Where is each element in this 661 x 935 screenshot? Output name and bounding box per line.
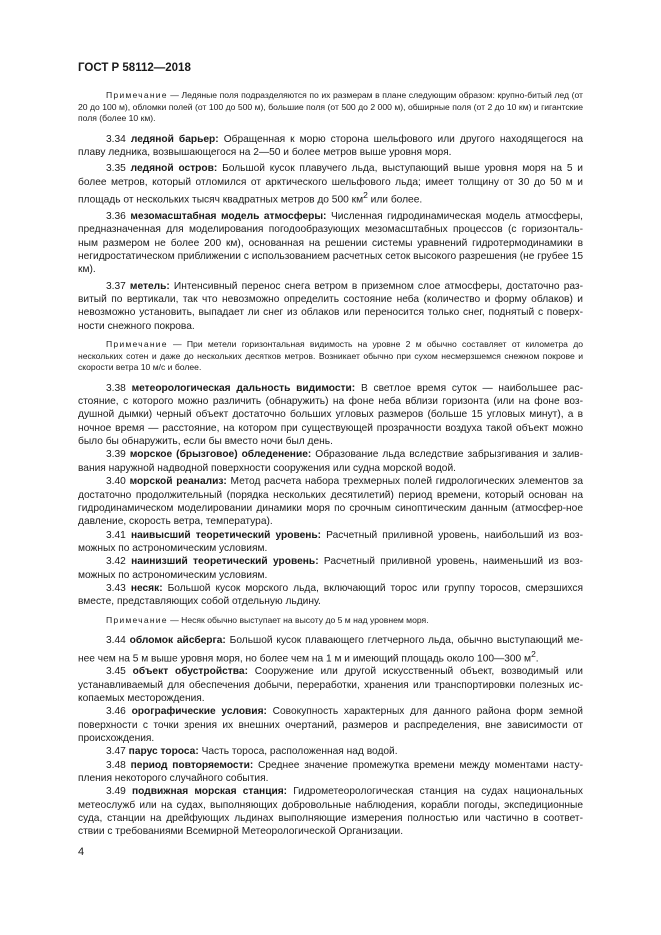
- note-text: Несяк обычно выступает на высоту до 5 м над уровнем моря.: [181, 614, 429, 625]
- term-definition: Большой кусок плавучего льда, выступающий выше уровня моря на 5 и более метров, который отломился от арктического шельфового льда; имеет толщину от 30 до 50 м и площадь от нескольких тысяч квадратных метров до 500 км: [78, 163, 583, 206]
- term-3-41: [78, 529, 583, 556]
- term-3-48: [78, 759, 583, 786]
- term-name: парус тороса:: [128, 746, 199, 758]
- term-name: орографические условия:: [131, 706, 267, 718]
- term-3-34: [78, 133, 583, 160]
- term-number: 3.40: [106, 476, 126, 488]
- term-3-39: [78, 448, 583, 475]
- page-content: [78, 90, 583, 839]
- note-nesyak: Примечание — Несяк обычно выступает на высоту до 5 м над уровнем моря.: [106, 614, 429, 625]
- term-number: 3.41: [106, 529, 126, 541]
- term-definition: В светлое время суток — наибольшее рас-стояние, с которого можно различить (обнаружить) на фоне неба вблизи горизонта (или на фоне воз-душной дымки) черный объект достаточно больших угловых размеров (больше 15 угловых минут), а в ночное время — расстояние, на котором при существующей прозрачности воздуха такой объект можно было бы обнаружить, если бы вместо ночи был день.: [78, 382, 583, 448]
- note-label: Примечание: [106, 338, 168, 349]
- term-name: морское (брызговое) обледенение:: [129, 449, 312, 461]
- term-definition: Обращенная к морю сторона шельфового или другого находящегося на плаву ледника, возвышающегося на 2—50 и более метров выше уровня моря.: [78, 133, 584, 159]
- term-definition: Расчетный приливной уровень, наименьший из воз-можных по астрономическим условиям.: [78, 556, 583, 581]
- term-number: 3.38: [106, 382, 126, 394]
- term-3-36: [78, 210, 583, 277]
- term-3-43: [78, 582, 583, 609]
- note-text: При метели горизонтальная видимость на уровне 2 м обычно составляет от километра до нескольких сотен и даже до нескольких десятков метров. Возникает обычно при сухом несмерзшемся снежном покрове и скорости ветра 10 м/с и более.: [78, 338, 584, 373]
- term-number: 3.47: [106, 746, 126, 758]
- term-definition: Сооружение или другой искусственный объект, возводимый или устанавливаемый для обеспечения добычи, переработки, хранения или транспортировки полезных ис-копаемых месторождения.: [78, 666, 583, 704]
- term-3-47: [78, 745, 583, 758]
- term-number: 3.42: [106, 556, 126, 568]
- term-definition: Большой кусок морского льда, включающий торос или группу торосов, смерзшихся вместе, представляющих собой отдельную льдину.: [78, 582, 583, 608]
- term-number: 3.36: [106, 210, 126, 222]
- term-3-40: [78, 475, 583, 528]
- term-number: 3.46: [106, 706, 126, 718]
- term-definition-end: или более.: [367, 194, 423, 206]
- term-name: несяк:: [130, 582, 163, 594]
- term-3-37: [78, 280, 583, 333]
- term-definition: Метод расчета набора трехмерных полей гидрологических элементов за достаточно продолжительный (порядка нескольких десятилетий) период времени, который основан на гидродинамическом моделировании динамики моря по срочным синоптическим данным (атмосфер-ное давление, скорость ветра, температура).: [78, 476, 583, 528]
- term-definition: Большой кусок плавающего глетчерного льда, обычно выступающий ме-нее чем на 5 м выше уровня моря, но более чем на 1 м и имеющий площадь около 100—300 м: [78, 635, 583, 664]
- term-name: метеорологическая дальность видимости:: [131, 382, 356, 394]
- term-number: 3.43: [106, 582, 126, 594]
- term-definition: Гидрометеорологическая станция на судах национальных метеослужб или на судах, выполняющих добровольные наблюдения, корабли погоды, экспедиционные суда, станции на дрейфующих льдинах выполняющие измерения полностью или частично в соответ-ствии с требованиями Всемирной Метеорологической Организации.: [78, 786, 583, 838]
- note-label: Примечание: [106, 614, 168, 625]
- term-definition: Интенсивный перенос снега ветром в приземном слое атмосферы, достаточно раз-витый по вертикали, так что невозможно определить состояние неба (количество и форму облаков) и невозможно установить, выпадает ли снег из облаков или переносится только снег, поднятый с поверх-ности снежного покрова.: [78, 280, 583, 332]
- term-3-49: [78, 785, 583, 838]
- term-3-38: [78, 382, 583, 449]
- term-3-44: [78, 634, 583, 665]
- term-number: 3.39: [106, 449, 126, 461]
- term-number: 3.45: [106, 666, 126, 678]
- term-name: наинизший теоретический уровень:: [131, 556, 319, 568]
- note-blizzard: Примечание — При метели горизонтальная видимость на уровне 2 м обычно составляет от километра до нескольких сотен и даже до нескольких десятков метров. Возникает обычно при сухом несмерзшемся снежном покрове и скорости ветра 10 м/с и более.: [78, 338, 584, 373]
- standard-header: ГОСТ Р 58112—2018: [78, 62, 191, 74]
- term-name: морской реанализ:: [129, 476, 227, 488]
- term-definition: Среднее значение промежутка времени между моментами насту-пления некоторого случайного события.: [78, 759, 583, 785]
- term-number: 3.37: [106, 280, 126, 292]
- term-name: период повторяемости:: [130, 759, 254, 771]
- term-name: подвижная морская станция:: [131, 786, 288, 798]
- term-definition: Образование льда вследствие забрызгивания и залив-вания наружной надводной поверхности сооружения или судна морской водой.: [78, 449, 583, 474]
- term-definition: Расчетный приливной уровень, наибольший из воз-можных по астрономическим условиям.: [78, 529, 583, 554]
- term-number: 3.35: [106, 163, 126, 175]
- term-definition: Численная гидродинамическая модель атмосферы, предназначенная для моделирования погодообразующих мезомасштабных процессов (с горизонталь-ным размером не более 200 км), основанная на решении системы уравнений гидротермодинамики в негидростатическом приближении с использованием расчетных сеток высокого разрешения (не грубее 15 км).: [78, 210, 583, 276]
- note-label: Примечание: [106, 90, 168, 100]
- term-name: мезомасштабная модель атмосферы:: [130, 210, 327, 222]
- term-3-45: [78, 665, 583, 705]
- superscript: 2: [363, 190, 368, 201]
- term-number: 3.49: [106, 786, 126, 798]
- term-number: 3.48: [106, 759, 126, 771]
- term-3-35: [78, 162, 583, 206]
- term-3-42: [78, 555, 583, 582]
- term-name: обломок айсберга:: [129, 635, 226, 647]
- term-name: наивысший теоретический уровень:: [130, 529, 322, 541]
- term-number: 3.44: [106, 635, 126, 647]
- term-definition: Часть тороса, расположенная над водой.: [201, 746, 398, 758]
- note-text: Ледяные поля подразделяются по их размерам в плане следующим образом: крупно-битый лед (от 20 до 100 м), обломки полей (от 100 до 500 м), большие поля (от 500 до 2 000 м), обширные поля (от 2 до 10 км) и гигантские поля (более 10 км).: [78, 90, 583, 124]
- term-name: объект обустройства:: [132, 666, 248, 678]
- superscript: 2: [531, 648, 536, 659]
- term-definition: Совокупность характерных для данного района форм земной поверхности с точки зрения их внешних очертаний, размеров и распределения, вне зависимости от происхождения.: [78, 706, 583, 744]
- term-name: метель:: [129, 280, 170, 292]
- term-3-46: [78, 705, 583, 745]
- term-number: 3.34: [106, 133, 126, 145]
- term-name: ледяной барьер:: [130, 133, 219, 145]
- page-number: 4: [78, 846, 85, 858]
- term-definition-end: .: [535, 652, 539, 664]
- term-name: ледяной остров:: [130, 163, 218, 175]
- note-ice-fields: Примечание — Ледяные поля подразделяются по их размерам в плане следующим образом: крупно-битый лед (от 20 до 100 м), обломки полей (от 100 до 500 м), большие поля (от 500 до 2 000 м), обширные поля (от 2 до 10 км) и гигантские поля (более 10 км).: [78, 90, 583, 124]
